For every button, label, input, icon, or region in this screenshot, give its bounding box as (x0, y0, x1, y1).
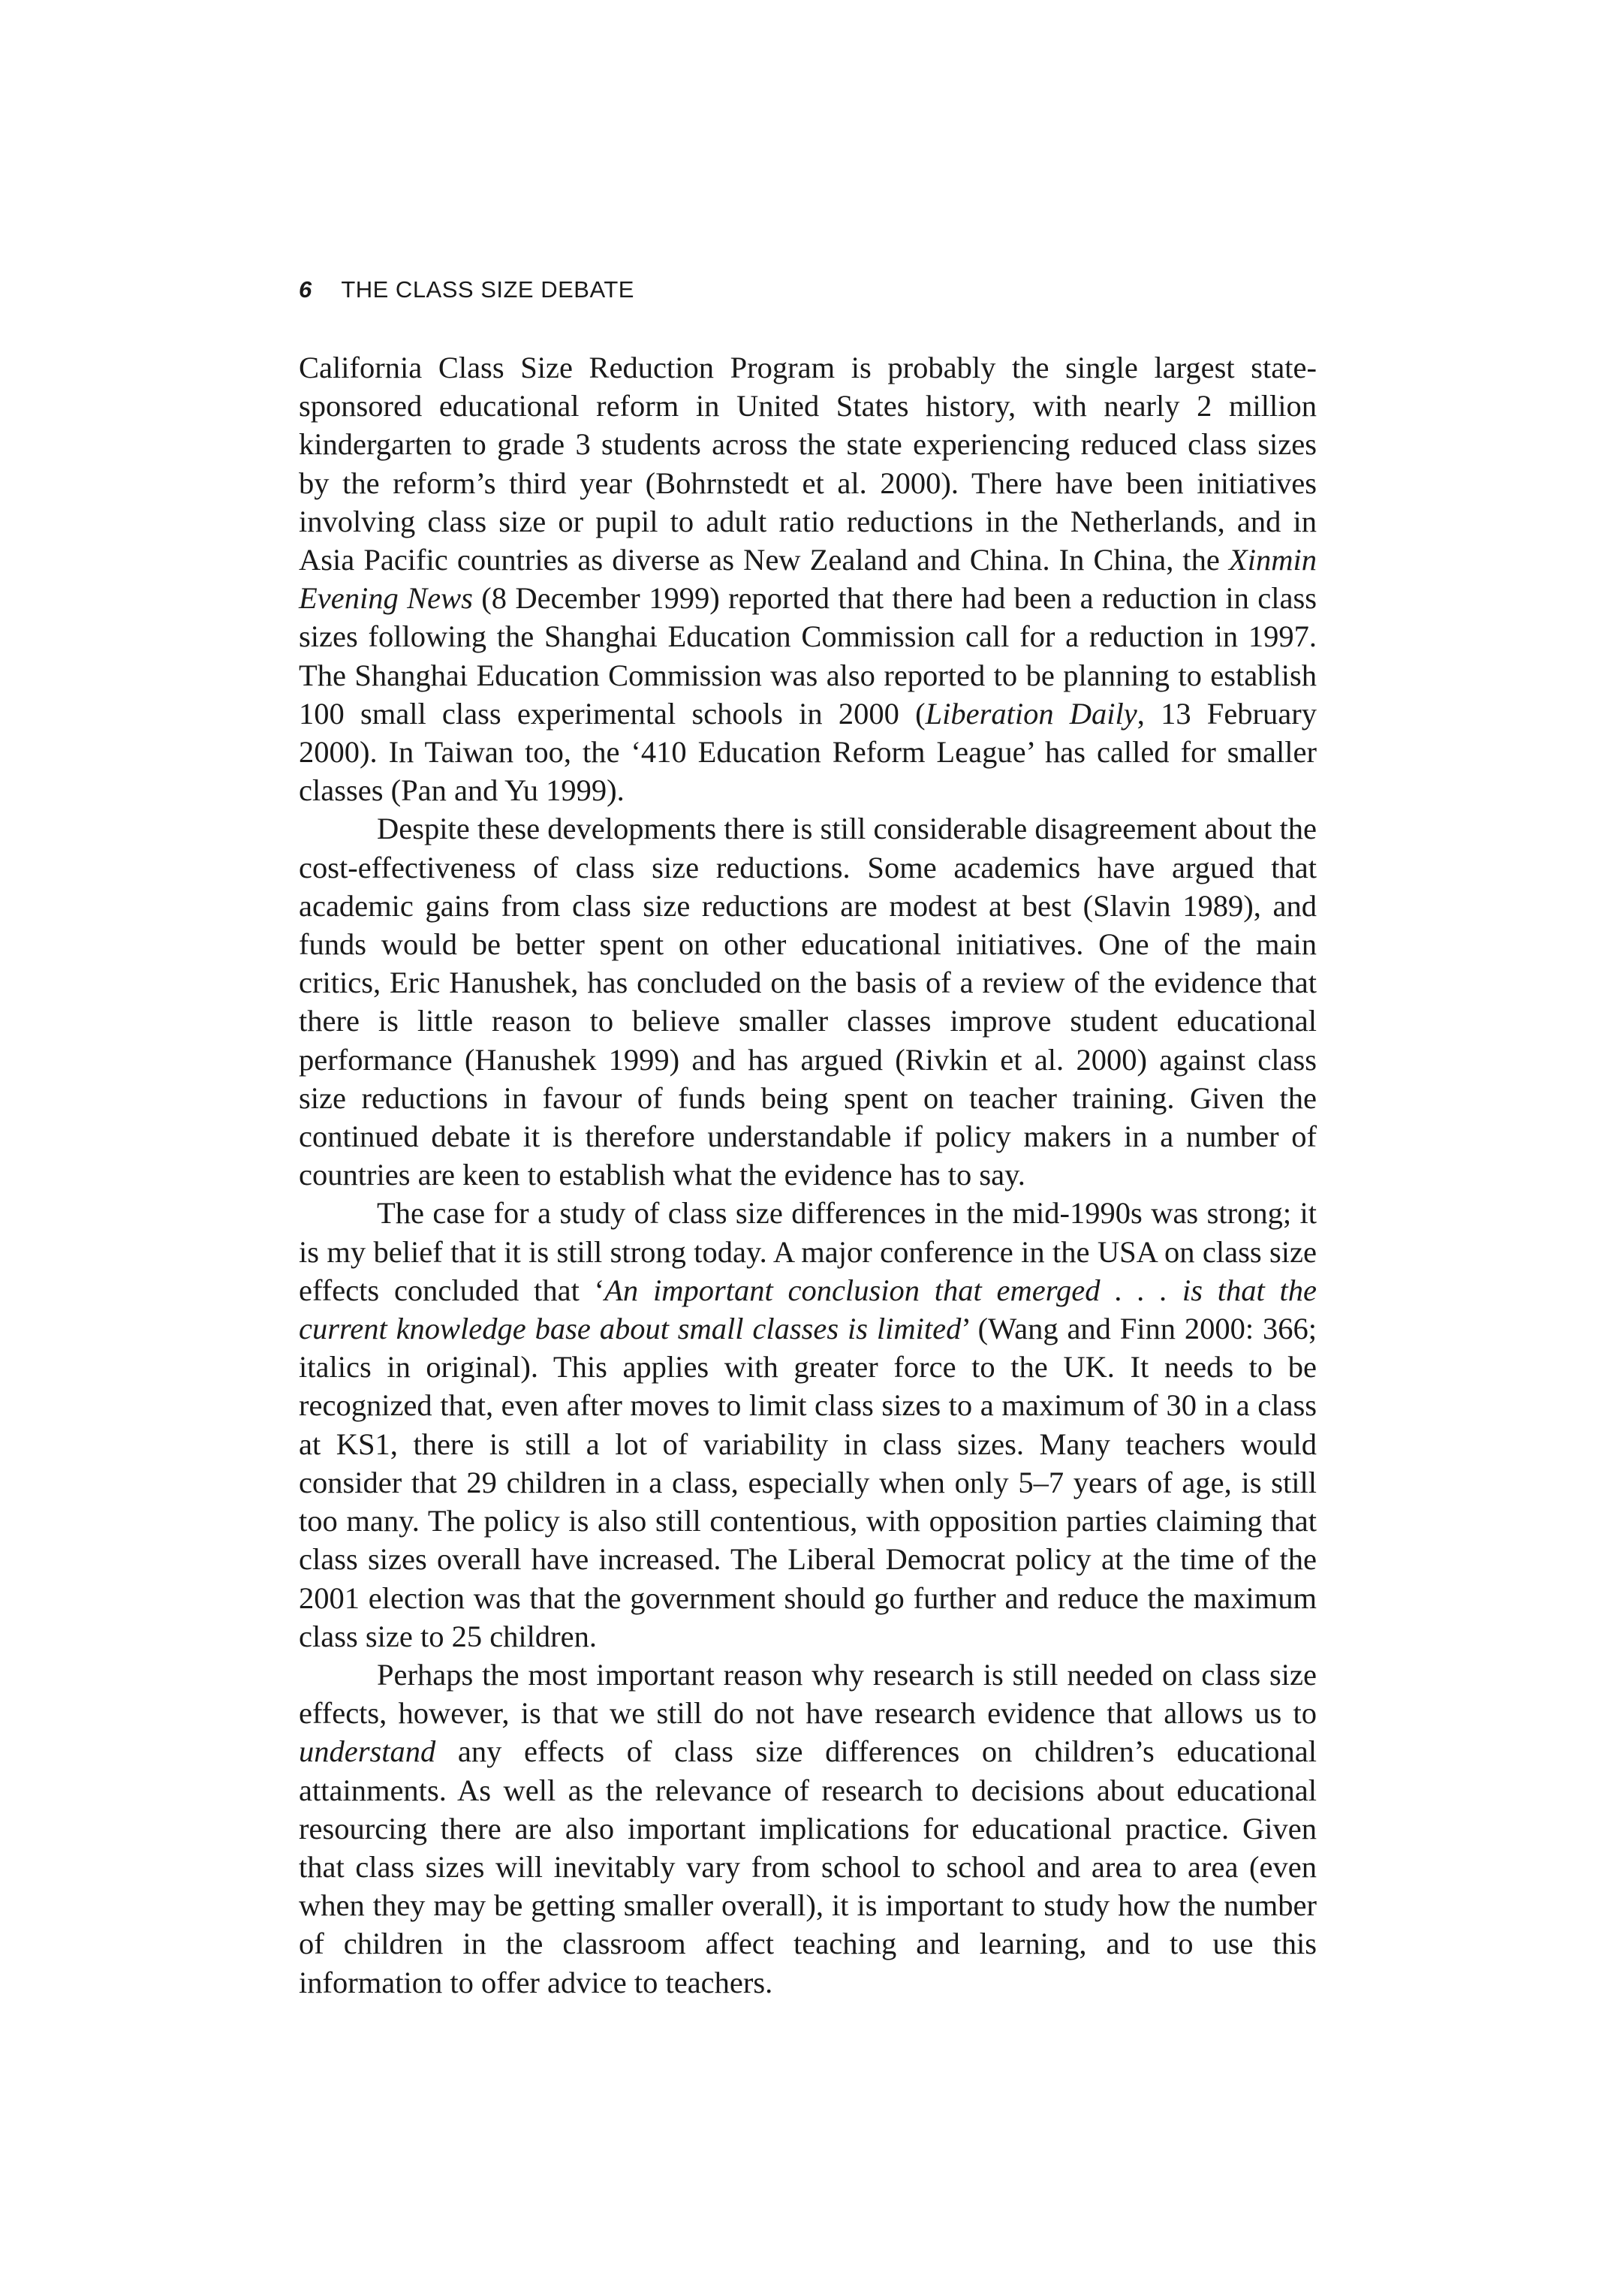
paragraph-3-segment-1: The case for a study of class size differences in the mid-1990s was strong; it is my belief that it is still strong today. A major conference in the USA on class size effects concluded that ‘ (299, 1196, 1317, 1307)
paragraph-1-segment-5: , 13 February 2000). In Taiwan too, the ‘410 Education Reform League’ has called for smaller classes (Pan and Yu 1999). (299, 696, 1317, 808)
italic-understand: understand (299, 1734, 436, 1769)
paragraph-1-segment-3: (8 December 1999) reported that there had been a reduction in class sizes following the Shanghai Education Commission call for a reduction in 1997. The Shanghai Education Commission was also reported to be planning to establish 100 small class experimental schools in 2000 ( (299, 581, 1317, 731)
page-number: 6 (299, 276, 312, 303)
paragraph-4 (299, 1656, 1317, 2002)
newspaper-title-liberation-daily: Liberation Daily (925, 696, 1137, 731)
paragraph-1 (299, 348, 1317, 809)
running-title: THE CLASS SIZE DEBATE (341, 276, 634, 303)
paragraph-2-segment-1: Despite these developments there is still considerable disagreement about the cost-effectiveness of class size reductions. Some academics have argued that academic gains from class size reductions are modest at best (Slavin 1989), and funds would be better spent on other educational initiatives. One of the main critics, Eric Hanushek, has concluded on the basis of a review of the evidence that there is little reason to believe smaller classes improve student educational performance (Hanushek 1999) and has argued (Rivkin et al. 2000) against class size reductions in favour of funds being spent on teacher training. Given the continued debate it is therefore understandable if policy makers in a number of countries are keen to establish what the evidence has to say. (299, 812, 1317, 1192)
paragraph-2 (299, 809, 1317, 1194)
running-head (299, 276, 634, 303)
paragraph-3-segment-3: ’ (Wang and Finn 2000: 366; italics in original). This applies with greater force to the UK. It needs to be recognized that, even after moves to limit class sizes to a maximum of 30 in a class at KS1, there is still a lot of variability in class sizes. Many teachers would consider that 29 children in a class, especially when only 5–7 years of age, is still too many. The policy is also still contentious, with opposition parties claiming that class sizes overall have increased. The Liberal Democrat policy at the time of the 2001 election was that the government should go further and reduce the maximum class size to 25 children. (299, 1312, 1317, 1653)
paragraph-1-segment-1: California Class Size Reduction Program is probably the single largest state-sponsored educational reform in United States history, with nearly 2 million kindergarten to grade 3 students across the state experiencing reduced class sizes by the reform’s third year (Bohrnstedt et al. 2000). There have been initiatives involving class size or pupil to adult ratio reductions in the Netherlands, and in Asia Pacific countries as diverse as New Zealand and China. In China, the (299, 351, 1317, 577)
body-text (299, 348, 1317, 2002)
italic-quotation: An important conclusion that emerged . . . is that the current knowledge base about small classes is limited (299, 1273, 1317, 1346)
paragraph-4-segment-1: Perhaps the most important reason why research is still needed on class size effects, however, is that we still do not have research evidence that allows us to (299, 1657, 1317, 1731)
paragraph-4-segment-3: any effects of class size differences on children’s educational attainments. As well as the relevance of research to decisions about educational resourcing there are also important implications for educational practice. Given that class sizes will inevitably vary from school to school and area to area (even when they may be getting smaller overall), it is important to study how the number of children in the classroom affect teaching and learning, and to use this information to offer advice to teachers. (299, 1734, 1317, 1999)
paragraph-3 (299, 1194, 1317, 1655)
newspaper-title-xinmin: Xinmin Evening News (299, 543, 1317, 616)
